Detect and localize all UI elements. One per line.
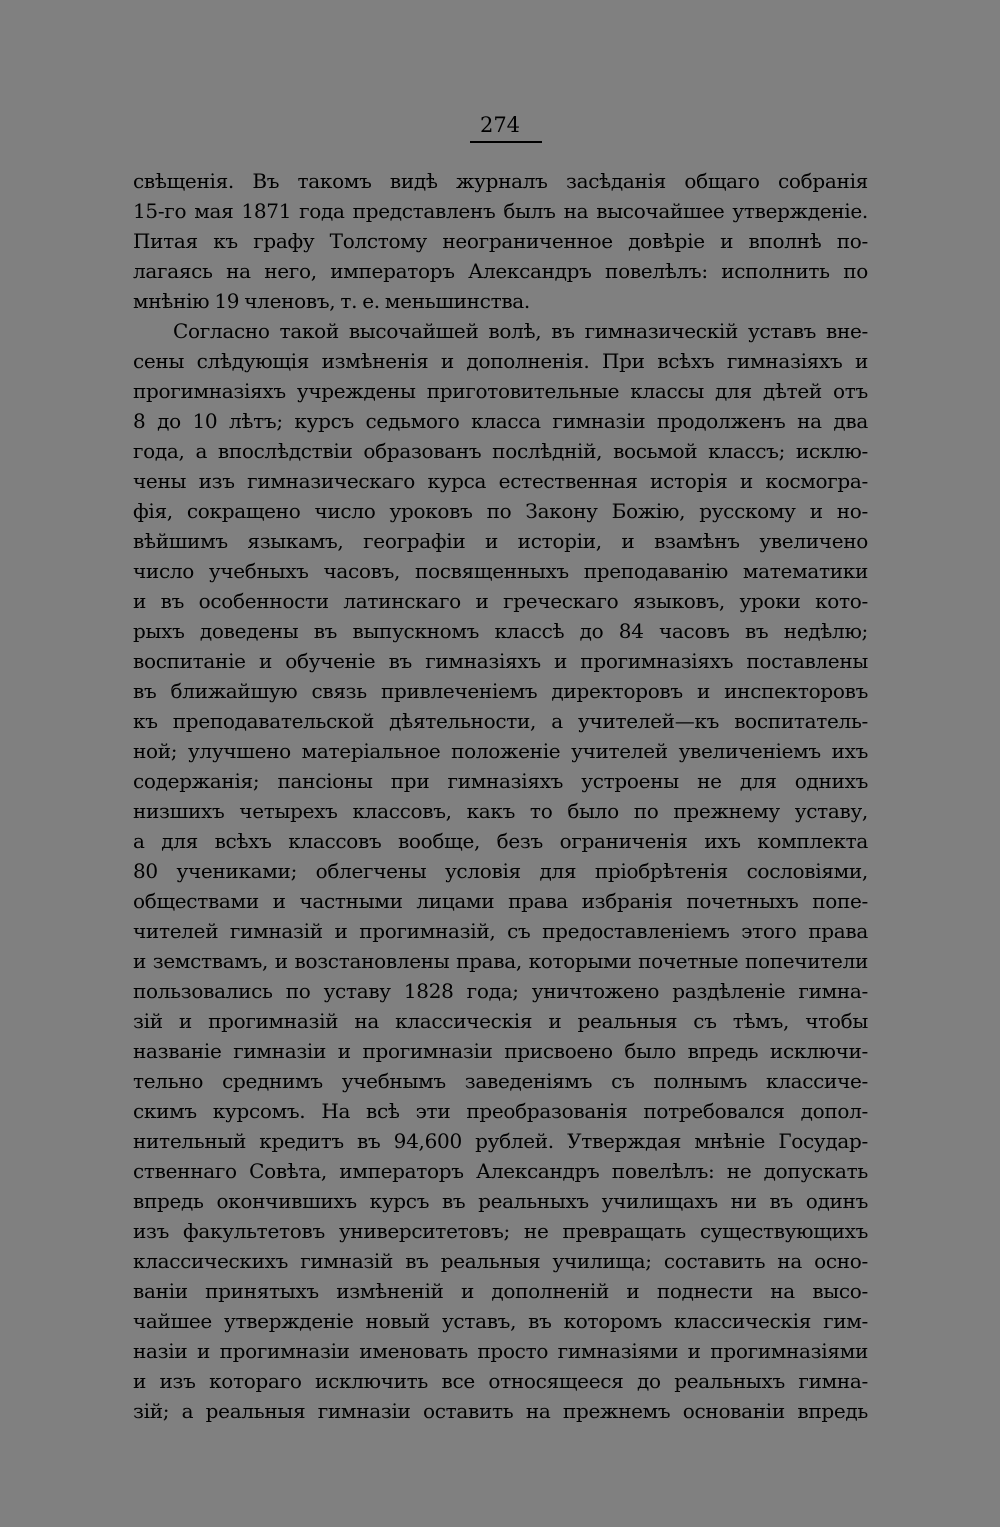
text-line: и земствамъ, и возстановлены права, которыми почетные попечители xyxy=(133,949,868,973)
text-line: 8 до 10 лѣтъ; курсъ седьмого класса гимназіи продолженъ на два xyxy=(133,409,868,433)
text-line: классическихъ гимназій въ реальныя училища; составить на осно- xyxy=(133,1249,868,1273)
text-line: въ ближайшую связь привлеченіемъ директоровъ и инспекторовъ xyxy=(133,679,868,703)
text-line: низшихъ четырехъ классовъ, какъ то было по прежнему уставу, xyxy=(133,799,868,823)
text-line: число учебныхъ часовъ, посвященныхъ преподаванію математики xyxy=(133,559,868,583)
text-line: прогимназіяхъ учреждены приготовительные классы для дѣтей отъ xyxy=(133,379,868,403)
page-number: 274 xyxy=(479,113,521,137)
text-line: лагаясь на него, императоръ Александръ повелѣлъ: исполнить по xyxy=(133,259,868,283)
text-line: года, а впослѣдствіи образованъ послѣдній, восьмой классъ; исклю- xyxy=(133,439,868,463)
text-line: содержанія; пансіоны при гимназіяхъ устроены не для однихъ xyxy=(133,769,868,793)
text-line: и въ особенности латинскаго и греческаго языковъ, уроки кото- xyxy=(133,589,868,613)
text-line: Согласно такой высочайшей волѣ, въ гимназическій уставъ вне- xyxy=(173,319,868,343)
text-line: свѣщенія. Въ такомъ видѣ журналъ засѣданія общаго собранія xyxy=(133,169,868,193)
text-line: 15-го мая 1871 года представленъ былъ на высочайшее утвержденіе. xyxy=(133,199,868,223)
text-line: ной; улучшено матеріальное положеніе учителей увеличеніемъ ихъ xyxy=(133,739,868,763)
text-line: тельно среднимъ учебнымъ заведеніямъ съ полнымъ классиче- xyxy=(133,1069,868,1093)
page-number-rule xyxy=(470,141,542,143)
text-line: ваніи принятыхъ измѣненій и дополненій и поднести на высо- xyxy=(133,1279,868,1303)
text-line: зій; а реальныя гимназіи оставить на прежнемъ основаніи впредь xyxy=(133,1399,868,1423)
text-line: и изъ котораго исключить все относящееся до реальныхъ гимна- xyxy=(133,1369,868,1393)
text-line: къ преподавательской дѣятельности, а учителей—къ воспитатель- xyxy=(133,709,868,733)
text-line: пользовались по уставу 1828 года; уничтожено раздѣленіе гимна- xyxy=(133,979,868,1003)
text-line: а для всѣхъ классовъ вообще, безъ ограниченія ихъ комплекта xyxy=(133,829,868,853)
text-line: фія, сокращено число уроковъ по Закону Божію, русскому и но- xyxy=(133,499,868,523)
text-line: Питая къ графу Толстому неограниченное довѣріе и вполнѣ по- xyxy=(133,229,868,253)
text-line: зій и прогимназій на классическія и реальныя съ тѣмъ, чтобы xyxy=(133,1009,868,1033)
text-line: 80 учениками; облегчены условія для пріобрѣтенія сословіями, xyxy=(133,859,868,883)
text-line: изъ факультетовъ университетовъ; не превращать существующихъ xyxy=(133,1219,868,1243)
text-line: вѣйшимъ языкамъ, географіи и исторіи, и взамѣнъ увеличено xyxy=(133,529,868,553)
text-line: обществами и частными лицами права избранія почетныхъ попе- xyxy=(133,889,868,913)
text-line: ственнаго Совѣта, императоръ Александръ повелѣлъ: не допускать xyxy=(133,1159,868,1183)
text-line: чены изъ гимназическаго курса естественная исторія и космогра- xyxy=(133,469,868,493)
text-line: названіе гимназіи и прогимназіи присвоено было впредь исключи- xyxy=(133,1039,868,1063)
text-line: скимъ курсомъ. На всѣ эти преобразованія потребовался допол- xyxy=(133,1099,868,1123)
text-line: нительный кредитъ въ 94,600 рублей. Утверждая мнѣніе Государ- xyxy=(133,1129,868,1153)
text-line: воспитаніе и обученіе въ гимназіяхъ и прогимназіяхъ поставлены xyxy=(133,649,868,673)
text-line: рыхъ доведены въ выпускномъ классѣ до 84 часовъ въ недѣлю; xyxy=(133,619,868,643)
text-line: чайшее утвержденіе новый уставъ, въ которомъ классическія гим- xyxy=(133,1309,868,1333)
text-line: чителей гимназій и прогимназій, съ предоставленіемъ этого права xyxy=(133,919,868,943)
text-line: впредь окончившихъ курсъ въ реальныхъ училищахъ ни въ одинъ xyxy=(133,1189,868,1213)
text-line: назіи и прогимназіи именовать просто гимназіями и прогимназіями xyxy=(133,1339,868,1363)
text-line: мнѣнію 19 членовъ, т. е. меньшинства. xyxy=(133,289,530,313)
text-line: сены слѣдующія измѣненія и дополненія. При всѣхъ гимназіяхъ и xyxy=(133,349,868,373)
body-text xyxy=(133,166,868,1426)
